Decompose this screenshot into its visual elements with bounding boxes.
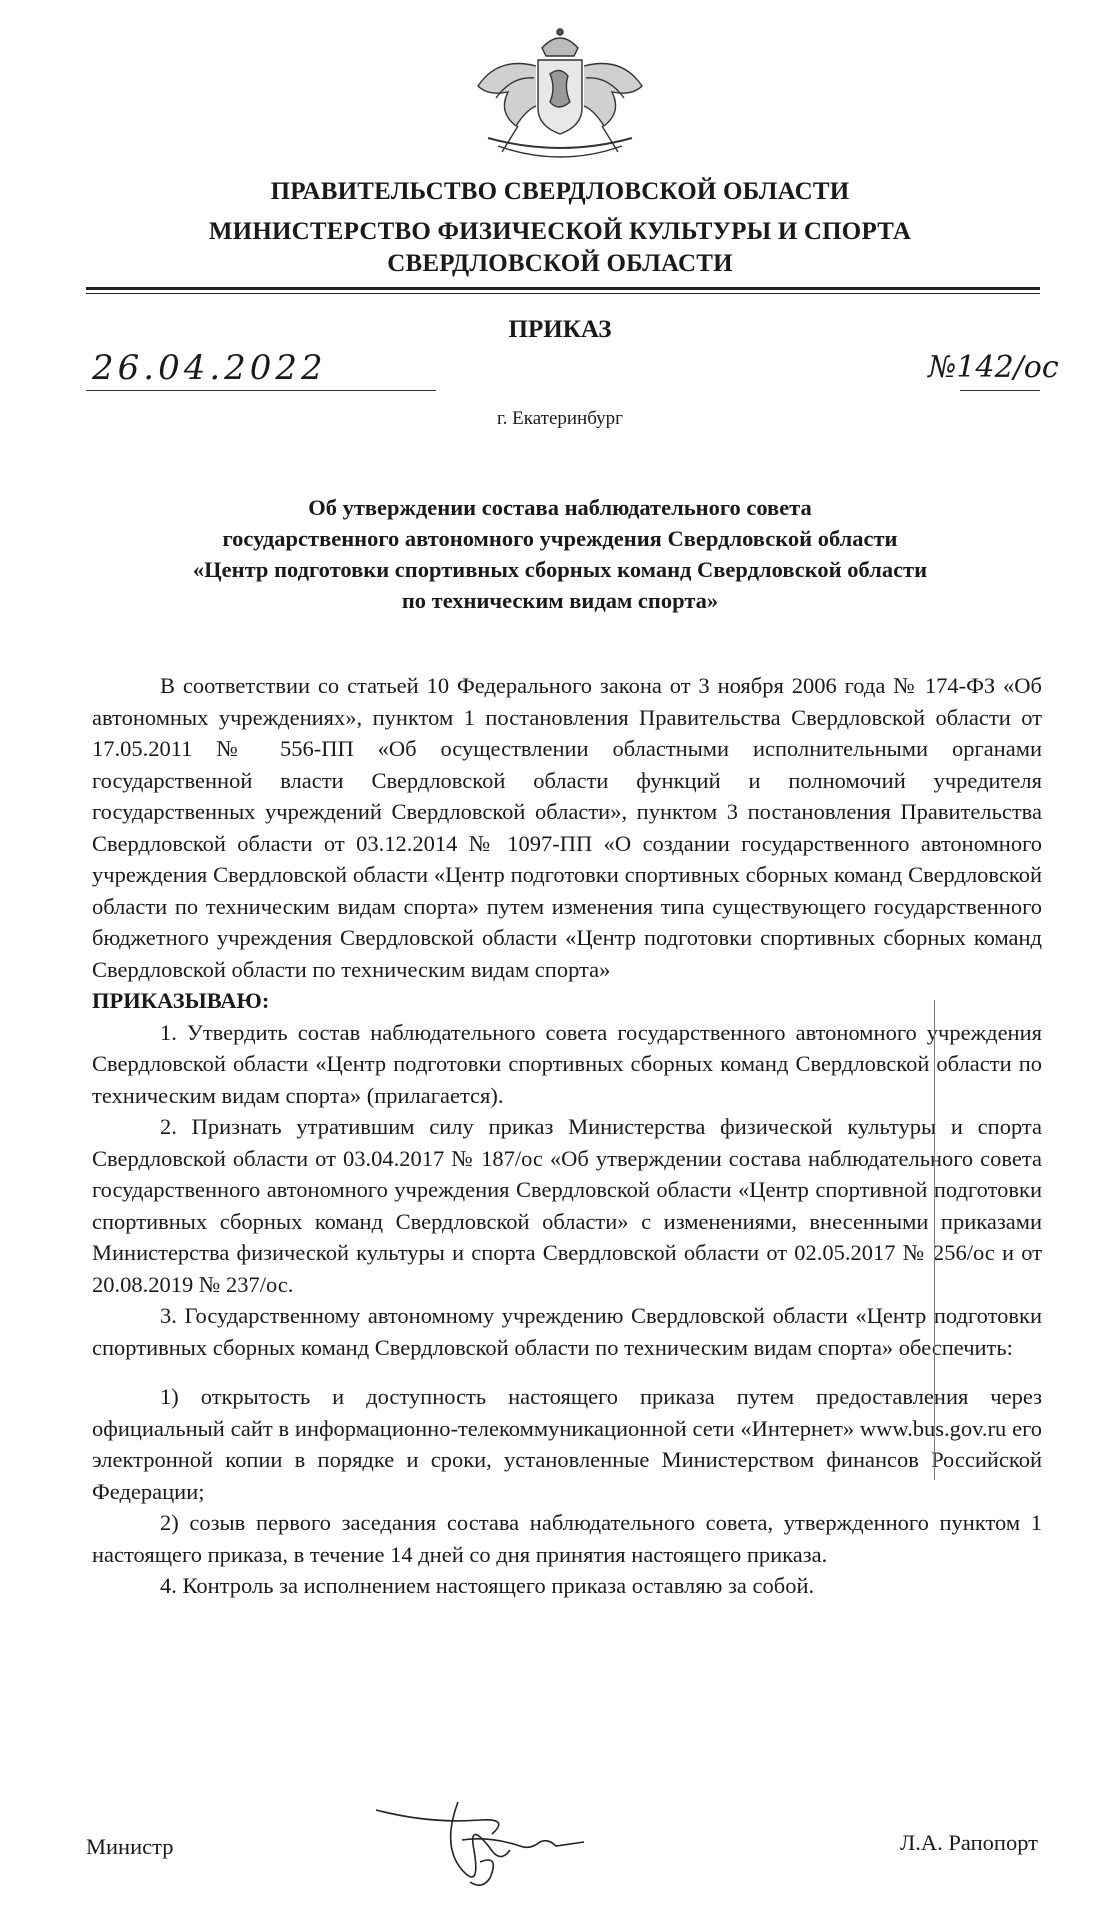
preamble-paragraph: В соответствии со статьей 10 Федерального закона от 3 ноября 2006 года № 174-ФЗ «Об автономных учреждениях», пунктом 1 постановления Правительства Свердловской области от 17.05.2011 № 556-ПП «Об осуществлении областными исполнительными органами государственной власти Свердловской области функций и полномочий учредителя государственных учреждений Свердловской области», пунктом 3 постановления Правительства Свердловской области от 03.12.2014 № 1097-ПП «О создании государственного автономного учреждения Свердловской области «Центр подготовки спортивных сборных команд Свердловской области по техническим видам спорта» путем изменения типа существующего государственного бюджетного учреждения Свердловской области «Центр подготовки спортивных сборных команд Свердловской области по техническим видам спорта» [92, 673, 1042, 982]
item-2-paragraph: 2. Признать утратившим силу приказ Министерства физической культуры и спорта Свердловской области от 03.04.2017 № 187/ос «Об утверждении состава наблюдательного совета государственного автономного учреждения Свердловской области «Центр спортивной подготовки спортивных сборных команд Свердловской области» с изменениями, внесенными приказами Министерства физической культуры и спорта Свердловской области от 02.05.2017 № 256/ос и от 20.08.2019 № 237/ос. [92, 1114, 1042, 1297]
handwritten-signature [370, 1790, 590, 1900]
order-number: №142/ос [928, 350, 1059, 385]
signer-name: Л.А. Рапопорт [900, 1830, 1038, 1855]
subject-line: Об утверждении состава наблюдательного совета [308, 495, 812, 520]
header-region: СВЕРДЛОВСКОЙ ОБЛАСТИ [387, 250, 733, 277]
order-date: 26.04.2022 [92, 348, 327, 388]
order-city: г. Екатеринбург [497, 408, 623, 429]
order-body [92, 670, 1042, 1602]
subject-line: государственного автономного учреждения Свердловской области [222, 526, 898, 551]
coat-of-arms-emblem [458, 26, 662, 172]
item-4-paragraph: 4. Контроль за исполнением настоящего приказа оставляю за собой. [160, 1573, 815, 1598]
number-underline [960, 390, 1040, 391]
header-rule-thin [86, 293, 1040, 294]
scan-fold-line [934, 1000, 935, 1480]
item-3-paragraph: 3. Государственному автономному учреждению Свердловской области «Центр подготовки спортивных сборных команд Свердловской области по техническим видам спорта» обеспечить: [92, 1303, 1042, 1360]
subject-line: по техническим видам спорта» [401, 588, 719, 613]
order-subject [120, 492, 1000, 616]
item-1-paragraph: 1. Утвердить состав наблюдательного совета государственного автономного учреждения Свердловской области «Центр подготовки спортивных сборных команд Свердловской области по техническим видам спорта» (прилагается). [92, 1019, 1042, 1108]
item-3-1-paragraph: 1) открытость и доступность настоящего приказа путем предоставления через официальный сайт в информационно-телекоммуникационной сети «Интернет» www.bus.gov.ru его электронной копии в порядке и сроки, установленные Министерством финансов Российской Федерации; [92, 1384, 1042, 1504]
header-rule-thick [86, 287, 1040, 290]
header-government: ПРАВИТЕЛЬСТВО СВЕРДЛОВСКОЙ ОБЛАСТИ [270, 178, 850, 205]
item-3-2-paragraph: 2) созыв первого заседания состава наблюдательного совета, утвержденного пунктом 1 настоящего приказа, в течение 14 дней со дня принятия настоящего приказа. [92, 1510, 1042, 1567]
header-ministry: МИНИСТЕРСТВО ФИЗИЧЕСКОЙ КУЛЬТУРЫ И СПОРТА [208, 218, 912, 245]
command-word: ПРИКАЗЫВАЮ: [92, 988, 270, 1013]
date-underline [86, 390, 436, 391]
order-title: ПРИКАЗ [508, 316, 612, 343]
signer-position: Министр [86, 1834, 174, 1859]
subject-line: «Центр подготовки спортивных сборных команд Свердловской области [192, 557, 928, 582]
